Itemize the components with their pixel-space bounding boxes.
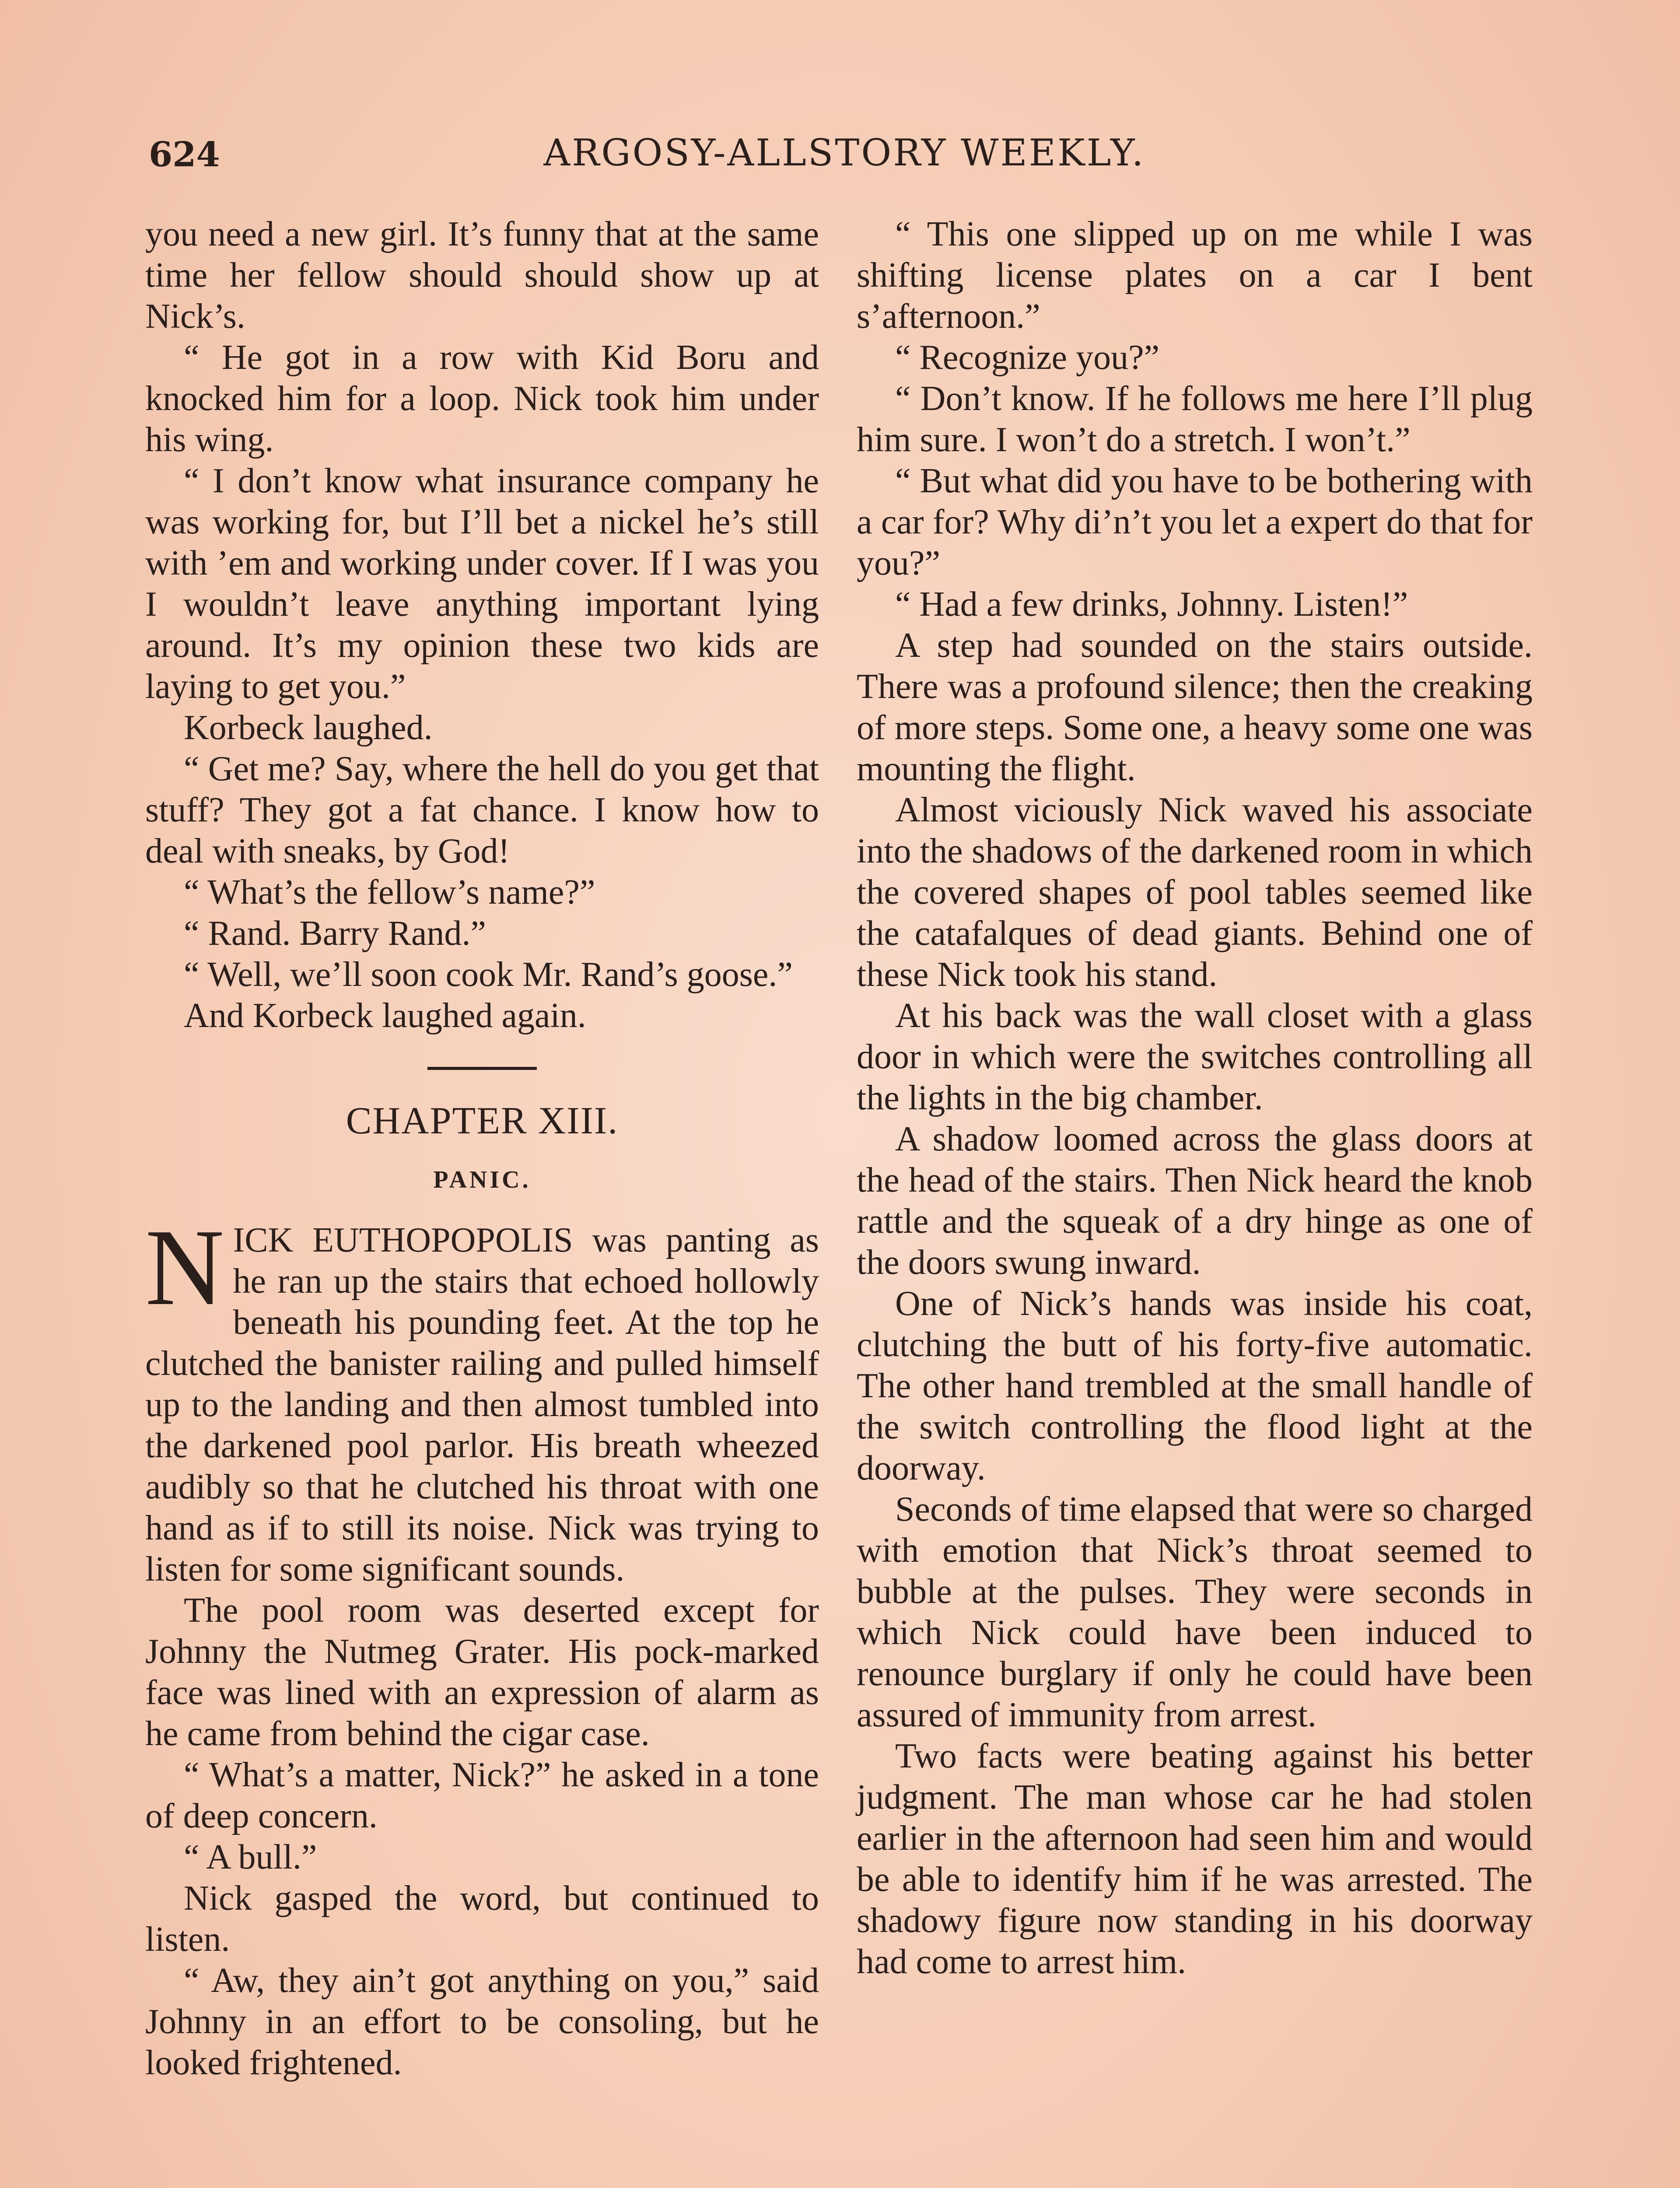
opening-paragraph-text: ICK EUTHOPOPOLIS was panting as he ran up the stairs that echoed hollowly beneath his pounding feet. At the top he clutched the banister railing and pulled himself up to the landing and then almost tumbled into the darkened pool parlor. His breath wheezed audibly so that he clutched his throat with one hand as if to still its noise. Nick was trying to listen for some significant sounds. <box>145 1221 819 1588</box>
paragraph: “ What’s a matter, Nick?” he asked in a tone of deep concern. <box>145 1756 819 1835</box>
paragraph: “ This one slipped up on me while I was shifting license plates on a car I bent s’afternoon.” <box>857 215 1533 336</box>
chapter-divider <box>427 1067 537 1070</box>
paragraph: “ He got in a row with Kid Boru and knocked him for a loop. Nick took him under his wing. <box>145 338 819 459</box>
opening-paragraph <box>145 1207 819 1590</box>
paragraph: The pool room was deserted except for Johnny the Nutmeg Grater. His pock-marked face was lined with an expression of alarm as he came from behind the cigar case. <box>145 1591 819 1753</box>
chapter-subtitle: PANIC. <box>433 1166 531 1193</box>
paragraph: At his back was the wall closet with a glass door in which were the switches controlling all the lights in the big chamber. <box>857 996 1533 1117</box>
paragraph: “ A bull.” <box>184 1838 317 1876</box>
paragraph: “ Aw, they ain’t got anything on you,” said Johnny in an effort to be consoling, but he looked frightened. <box>145 1961 819 2082</box>
paragraph: “ Had a few drinks, Johnny. Listen!” <box>895 585 1408 624</box>
drop-cap: N <box>145 1207 224 1328</box>
paragraph: One of Nick’s hands was inside his coat, clutching the butt of his forty-five automatic. The other hand trembled at the small handle of the switch controlling the flood light at the doorway. <box>857 1284 1533 1487</box>
paragraph: Almost viciously Nick waved his associate into the shadows of the darkened room in which the covered shapes of pool tables seemed like the catafalques of dead giants. Behind one of these Nick took his stand. <box>857 791 1533 994</box>
magazine-title: ARGOSY-ALLSTORY WEEKLY. <box>543 131 1145 174</box>
page-header <box>144 127 1544 179</box>
paragraph: you need a new girl. It’s funny that at the same time her fellow should should show up at Nick’s. <box>145 215 819 336</box>
paragraph: Korbeck laughed. <box>184 708 433 747</box>
paragraph: “ I don’t know what insurance company he was working for, but I’ll bet a nickel he’s still with ’em and working under cover. If I was you I wouldn’t leave anything important lying around. It’s my opinion these two kids are laying to get you.” <box>145 462 819 706</box>
paragraph: “ Recognize you?” <box>895 338 1160 377</box>
paragraph: “ But what did you have to be bothering with a car for? Why di’n’t you let a expert do that for you?” <box>857 462 1533 582</box>
paragraph: Seconds of time elapsed that were so charged with emotion that Nick’s throat seemed to bubble at the pulses. They were seconds in which Nick could have been induced to renounce burglary if only he could have been assured of immunity from arrest. <box>857 1490 1533 1734</box>
paragraph: “ Well, we’ll soon cook Mr. Rand’s goose.” <box>184 955 793 994</box>
paragraph: Two facts were beating against his better judgment. The man whose car he had stolen earlier in the afternoon had seen him and would be able to identify him if he was arrested. The shadowy figure now standing in his doorway had come to arrest him. <box>857 1737 1533 1981</box>
paragraph: And Korbeck laughed again. <box>184 996 586 1035</box>
paragraph: “ Don’t know. If he follows me here I’ll plug him sure. I won’t do a stretch. I won’t.” <box>857 379 1533 459</box>
paragraph: “ Rand. Barry Rand.” <box>184 914 486 953</box>
paragraph: “ What’s the fellow’s name?” <box>184 873 595 912</box>
paragraph: “ Get me? Say, where the hell do you get that stuff? They got a fat chance. I know how to deal with sneaks, by God! <box>145 750 819 870</box>
page-number: 624 <box>149 135 220 175</box>
right-column <box>857 214 1533 1982</box>
chapter-title: CHAPTER XIII. <box>346 1100 619 1142</box>
paragraph: A shadow loomed across the glass doors at the head of the stairs. Then Nick heard the knob rattle and the squeak of a dry hinge as one of the doors swung inward. <box>857 1120 1533 1282</box>
paragraph: Nick gasped the word, but continued to listen. <box>145 1879 819 1959</box>
paragraph: A step had sounded on the stairs outside. There was a profound silence; then the creaking of more steps. Some one, a heavy some one was mounting the flight. <box>857 626 1533 788</box>
left-column <box>145 214 819 2083</box>
